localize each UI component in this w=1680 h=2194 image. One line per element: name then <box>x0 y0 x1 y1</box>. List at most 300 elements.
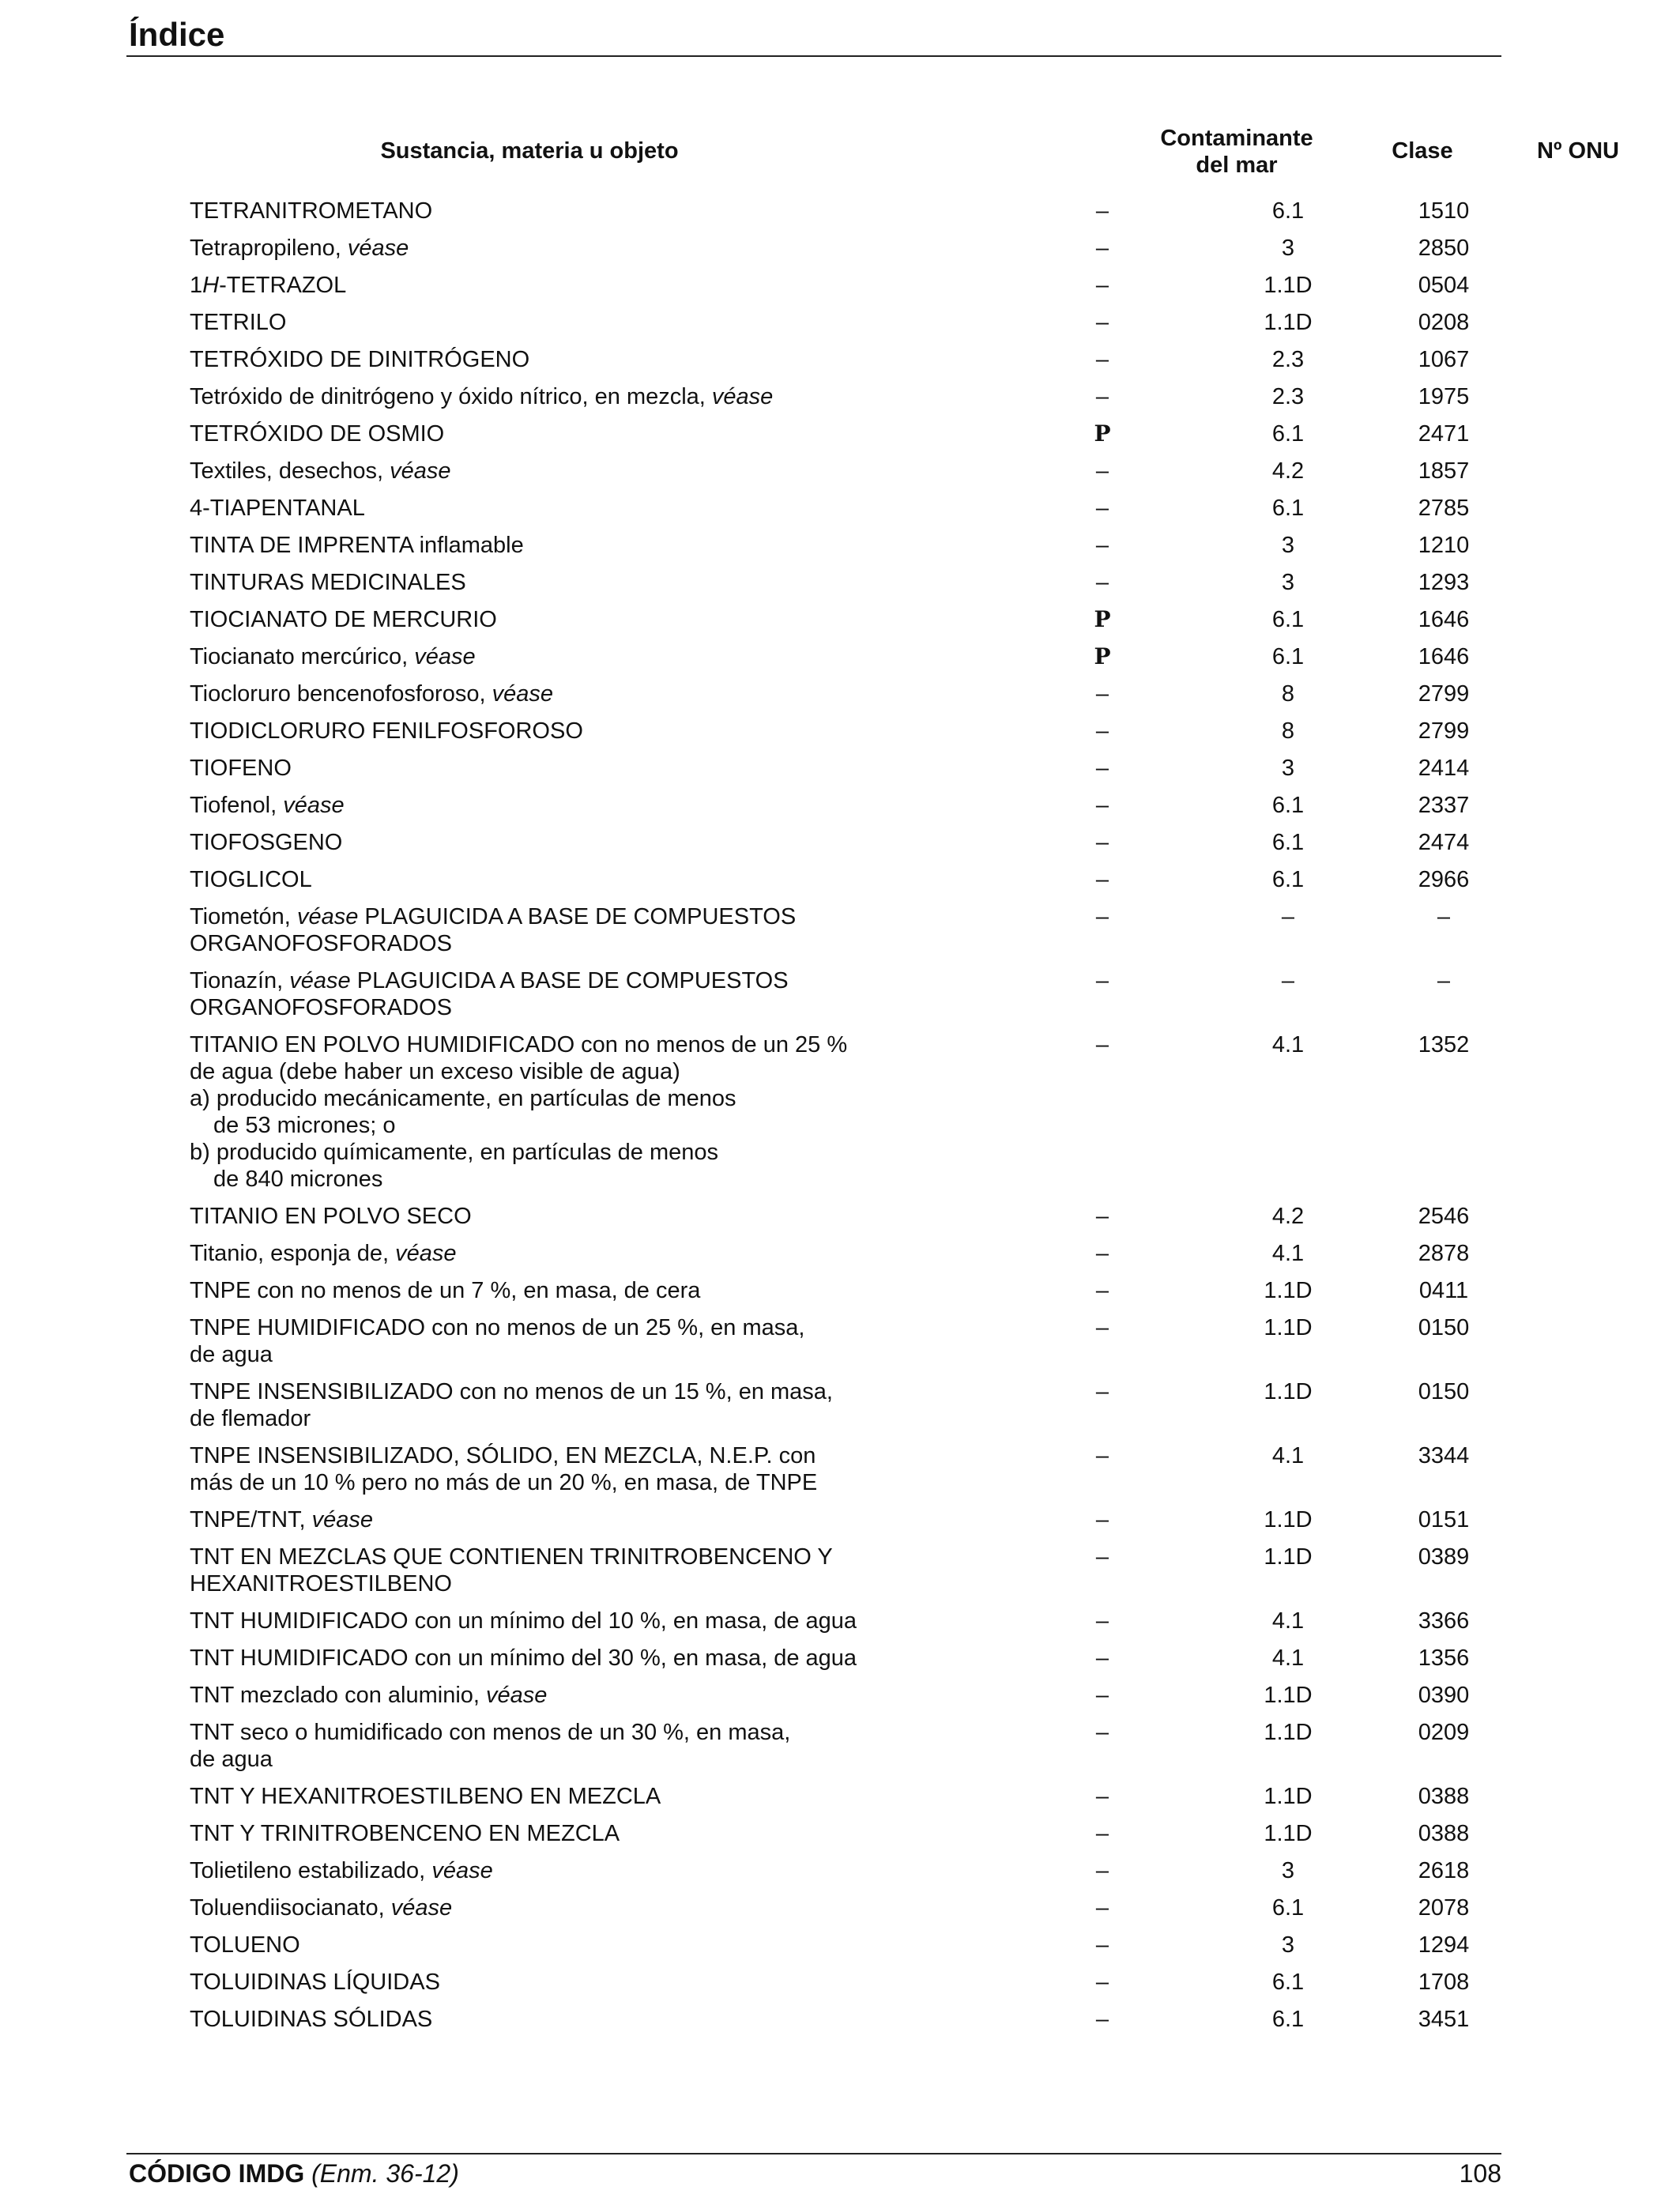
table-body <box>190 198 1501 2033</box>
marine-pollutant-cell: – <box>1095 718 1109 744</box>
vease-reference: véase <box>414 644 476 669</box>
substance-line <box>190 1203 893 1230</box>
substance-line <box>190 1969 893 1996</box>
table-row <box>190 718 1501 745</box>
marine-pollutant-cell: – <box>1095 830 1109 855</box>
substance-text: TIODICLORURO FENILFOSFOROSO <box>190 718 583 744</box>
un-number-cell: 0411 <box>1418 1278 1469 1303</box>
un-number-cell: 1708 <box>1418 1970 1470 1995</box>
substance-text: ORGANOFOSFORADOS <box>190 995 452 1020</box>
un-number-cell: 1975 <box>1418 384 1470 409</box>
substance-text: TNPE HUMIDIFICADO con no menos de un 25 %, en masa, <box>190 1315 805 1340</box>
un-number-cell: – <box>1437 904 1451 929</box>
substance-name <box>190 1378 893 1432</box>
substance-name <box>190 272 893 299</box>
un-number-cell: 0389 <box>1418 1544 1470 1570</box>
substance-name <box>190 1719 893 1773</box>
vease-reference: véase <box>289 968 351 993</box>
substance-line <box>190 866 893 893</box>
table-row <box>190 1719 1501 1773</box>
substance-line <box>190 495 893 522</box>
table-row <box>190 1857 1501 1884</box>
table-row <box>190 495 1501 522</box>
substance-line <box>190 1405 893 1432</box>
substance-text: TNPE INSENSIBILIZADO, SÓLIDO, EN MEZCLA, N.E.P. con <box>190 1443 816 1468</box>
un-number-cell: 2414 <box>1418 756 1470 781</box>
un-number-cell: 2618 <box>1418 1858 1470 1883</box>
marine-pollutant-cell: – <box>1095 458 1109 484</box>
substance-text: TNT HUMIDIFICADO con un mínimo del 10 %, en masa, de agua <box>190 1608 857 1634</box>
table-row <box>190 1378 1501 1432</box>
substance-text: TITANIO EN POLVO HUMIDIFICADO con no menos de un 25 % <box>190 1032 848 1057</box>
substance-name <box>190 643 893 670</box>
column-header-pollutant-line2: del mar <box>1196 153 1278 178</box>
column-header-pollutant <box>1118 125 1355 179</box>
substance-name <box>190 569 893 596</box>
substance-text: ORGANOFOSFORADOS <box>190 931 452 956</box>
substance-name <box>190 829 893 856</box>
table-row <box>190 532 1501 559</box>
substance-text: más de un 10 % pero no más de un 20 %, en masa, de TNPE <box>190 1470 818 1495</box>
header-divider <box>126 55 1501 57</box>
substance-name <box>190 1277 893 1304</box>
substance-text: b) producido químicamente, en partículas de menos <box>190 1140 718 1165</box>
un-number-cell: 3366 <box>1418 1608 1470 1634</box>
table-row <box>190 198 1501 224</box>
substance-name <box>190 1932 893 1958</box>
class-cell: 4.2 <box>1271 458 1305 484</box>
substance-text: Tetrapropileno, <box>190 236 348 261</box>
marine-pollutant-cell: – <box>1095 1683 1109 1708</box>
substance-line <box>190 1277 893 1304</box>
un-number-cell: 2785 <box>1418 496 1470 521</box>
un-number-cell: 1210 <box>1418 533 1470 558</box>
un-number-cell: 0150 <box>1418 1379 1470 1404</box>
marine-pollutant-cell: – <box>1095 1204 1109 1229</box>
marine-pollutant-cell: – <box>1095 1241 1109 1266</box>
substance-line <box>190 1442 893 1469</box>
substance-text: TNPE/TNT, <box>190 1507 312 1532</box>
substance-name <box>190 1608 893 1634</box>
column-header-un-number: Nº ONU <box>1536 138 1620 164</box>
footer-code: CÓDIGO IMDG <box>129 2159 305 2188</box>
class-cell: 3 <box>1281 1858 1295 1883</box>
marine-pollutant-cell: – <box>1095 1379 1109 1404</box>
table-row <box>190 1031 1501 1193</box>
substance-name <box>190 1314 893 1368</box>
marine-pollutant-cell: P <box>1094 643 1111 669</box>
class-cell: 4.1 <box>1271 1443 1305 1468</box>
un-number-cell: 1067 <box>1418 347 1470 372</box>
class-cell: 6.1 <box>1271 198 1305 224</box>
un-number-cell: 2471 <box>1418 421 1470 447</box>
substance-name <box>190 792 893 819</box>
substance-line <box>213 1112 893 1139</box>
table-row <box>190 569 1501 596</box>
class-cell: 3 <box>1281 236 1295 261</box>
substance-text: PLAGUICIDA A BASE DE COMPUESTOS <box>358 904 797 929</box>
un-number-cell: 0209 <box>1418 1720 1470 1745</box>
substance-name <box>190 866 893 893</box>
substance-text: TOLUIDINAS SÓLIDAS <box>190 2007 433 2032</box>
marine-pollutant-cell: – <box>1095 1544 1109 1570</box>
substance-text: Tiofenol, <box>190 793 284 818</box>
substance-line <box>190 994 893 1021</box>
substance-text: Textiles, desechos, <box>190 458 390 484</box>
substance-line <box>190 1085 893 1112</box>
substance-name <box>190 1894 893 1921</box>
substance-text: de agua <box>190 1342 273 1367</box>
class-cell: 2.3 <box>1271 384 1305 409</box>
marine-pollutant-cell: – <box>1095 384 1109 409</box>
marine-pollutant-cell: P <box>1094 606 1111 632</box>
table-header <box>190 119 1620 198</box>
marine-pollutant-cell: – <box>1095 1032 1109 1057</box>
marine-pollutant-cell: – <box>1095 1443 1109 1468</box>
class-cell: 1.1D <box>1264 1379 1313 1404</box>
footer-amendment: (Enm. 36-12) <box>311 2159 459 2188</box>
marine-pollutant-cell: – <box>1095 310 1109 335</box>
marine-pollutant-cell: – <box>1095 570 1109 595</box>
substance-text: TINTURAS MEDICINALES <box>190 570 466 595</box>
footer-divider <box>126 2153 1501 2154</box>
substance-line <box>190 1544 893 1570</box>
substance-name <box>190 1969 893 1996</box>
substance-name <box>190 1506 893 1533</box>
marine-pollutant-cell: – <box>1095 273 1109 298</box>
substance-name <box>190 1544 893 1597</box>
marine-pollutant-cell: – <box>1095 867 1109 892</box>
substance-text: TITANIO EN POLVO SECO <box>190 1204 472 1229</box>
vease-reference: véase <box>311 1507 374 1532</box>
substance-text: Tiometón, <box>190 904 297 929</box>
vease-reference: véase <box>711 384 774 409</box>
class-cell: 3 <box>1281 1932 1295 1958</box>
marine-pollutant-cell: – <box>1095 1720 1109 1745</box>
table-row <box>190 1783 1501 1810</box>
un-number-cell: 2799 <box>1418 681 1470 707</box>
table-row <box>190 829 1501 856</box>
un-number-cell: 3344 <box>1418 1443 1470 1468</box>
substance-line <box>190 1857 893 1884</box>
table-row <box>190 235 1501 262</box>
marine-pollutant-cell: P <box>1094 420 1111 447</box>
class-cell: 6.1 <box>1271 1970 1305 1995</box>
substance-name <box>190 1442 893 1496</box>
substance-text: TNT seco o humidificado con menos de un 30 %, en masa, <box>190 1720 791 1745</box>
substance-name <box>190 755 893 782</box>
substance-text: HEXANITROESTILBENO <box>190 1571 452 1596</box>
table-row <box>190 1820 1501 1847</box>
substance-name <box>190 1645 893 1672</box>
substance-text: TIOCIANATO DE MERCURIO <box>190 607 497 632</box>
substance-line <box>190 1820 893 1847</box>
class-cell: 6.1 <box>1271 830 1305 855</box>
un-number-cell: 2966 <box>1418 867 1470 892</box>
class-cell: 3 <box>1281 533 1295 558</box>
un-number-cell: 1646 <box>1418 607 1470 632</box>
substance-text: de agua <box>190 1747 273 1772</box>
table-row <box>190 1544 1501 1597</box>
substance-name <box>190 1783 893 1810</box>
un-number-cell: – <box>1437 968 1451 993</box>
substance-name <box>190 1240 893 1267</box>
substance-name <box>190 532 893 559</box>
class-cell: 6.1 <box>1271 1895 1305 1921</box>
marine-pollutant-cell: – <box>1095 968 1109 993</box>
substance-line <box>213 1166 893 1193</box>
class-cell: 1.1D <box>1264 1683 1313 1708</box>
substance-text: PLAGUICIDA A BASE DE COMPUESTOS <box>350 968 789 993</box>
table-row <box>190 309 1501 336</box>
table-row <box>190 1203 1501 1230</box>
substance-text: de agua (debe haber un exceso visible de agua) <box>190 1059 680 1084</box>
substance-text: TNT Y TRINITROBENCENO EN MEZCLA <box>190 1821 620 1846</box>
vease-reference: véase <box>390 458 451 484</box>
marine-pollutant-cell: – <box>1095 198 1109 224</box>
substance-text: TOLUENO <box>190 1932 300 1958</box>
marine-pollutant-cell: – <box>1095 1507 1109 1532</box>
substance-line <box>190 309 893 336</box>
substance-line <box>190 1031 893 1058</box>
substance-text: 1 <box>190 273 203 298</box>
substance-line <box>190 792 893 819</box>
marine-pollutant-cell: – <box>1095 1821 1109 1846</box>
substance-line <box>190 930 893 957</box>
un-number-cell: 0388 <box>1418 1784 1470 1809</box>
un-number-cell: 1857 <box>1418 458 1470 484</box>
substance-line <box>190 1570 893 1597</box>
substance-line <box>190 272 893 299</box>
substance-line <box>190 755 893 782</box>
substance-line <box>190 680 893 707</box>
page-title: Índice <box>129 16 225 53</box>
substance-text: 4-TIAPENTANAL <box>190 496 365 521</box>
table-row <box>190 967 1501 1021</box>
substance-line <box>190 606 893 633</box>
un-number-cell: 0388 <box>1418 1821 1470 1846</box>
substance-line <box>190 1139 893 1166</box>
table-row <box>190 606 1501 633</box>
vease-reference: véase <box>395 1241 457 1266</box>
un-number-cell: 3451 <box>1418 2007 1470 2032</box>
substance-name <box>190 198 893 224</box>
substance-text: Tionazín, <box>190 968 290 993</box>
marine-pollutant-cell: – <box>1095 1646 1109 1671</box>
substance-text: Titanio, esponja de, <box>190 1241 396 1266</box>
substance-line <box>190 2006 893 2033</box>
vease-reference: véase <box>486 1683 548 1708</box>
substance-name <box>190 346 893 373</box>
page-number: 108 <box>1459 2159 1501 2188</box>
table-row <box>190 1894 1501 1921</box>
vease-reference: H <box>202 273 220 298</box>
vease-reference: véase <box>390 1895 453 1921</box>
substance-line <box>190 458 893 484</box>
class-cell: 1.1D <box>1264 310 1313 335</box>
substance-text: TIOGLICOL <box>190 867 312 892</box>
column-header-substance: Sustancia, materia u objeto <box>380 138 679 164</box>
substance-name <box>190 1682 893 1709</box>
marine-pollutant-cell: – <box>1095 1858 1109 1883</box>
substance-text: de flemador <box>190 1406 311 1431</box>
substance-line <box>190 967 893 994</box>
marine-pollutant-cell: – <box>1095 1970 1109 1995</box>
table-row <box>190 383 1501 410</box>
table-row <box>190 680 1501 707</box>
substance-line <box>190 1645 893 1672</box>
footer-publication <box>129 2156 459 2191</box>
substance-line <box>190 1894 893 1921</box>
substance-name <box>190 718 893 745</box>
marine-pollutant-cell: – <box>1095 793 1109 818</box>
substance-text: de 840 micrones <box>213 1167 383 1192</box>
un-number-cell: 1646 <box>1418 644 1470 669</box>
class-cell: 4.2 <box>1271 1204 1305 1229</box>
vease-reference: véase <box>283 793 345 818</box>
marine-pollutant-cell: – <box>1095 1608 1109 1634</box>
un-number-cell: 2474 <box>1418 830 1470 855</box>
table-row <box>190 755 1501 782</box>
marine-pollutant-cell: – <box>1095 496 1109 521</box>
un-number-cell: 0390 <box>1418 1683 1470 1708</box>
marine-pollutant-cell: – <box>1095 347 1109 372</box>
marine-pollutant-cell: – <box>1095 756 1109 781</box>
substance-line <box>190 903 893 930</box>
substance-line <box>190 1506 893 1533</box>
class-cell: 4.1 <box>1271 1241 1305 1266</box>
marine-pollutant-cell: – <box>1095 533 1109 558</box>
table-row <box>190 2006 1501 2033</box>
substance-text: a) producido mecánicamente, en partículas de menos <box>190 1086 736 1111</box>
class-cell: 3 <box>1281 570 1295 595</box>
marine-pollutant-cell: – <box>1095 904 1109 929</box>
substance-text: TNT Y HEXANITROESTILBENO EN MEZCLA <box>190 1784 661 1809</box>
class-cell: 6.1 <box>1271 867 1305 892</box>
substance-text: TNT mezclado con aluminio, <box>190 1683 487 1708</box>
substance-text: TINTA DE IMPRENTA inflamable <box>190 533 524 558</box>
class-cell: 8 <box>1281 681 1295 707</box>
un-number-cell: 2546 <box>1418 1204 1470 1229</box>
marine-pollutant-cell: – <box>1095 681 1109 707</box>
class-cell: 1.1D <box>1264 1315 1313 1340</box>
class-cell: 2.3 <box>1271 347 1305 372</box>
substance-line <box>190 1719 893 1746</box>
table-row <box>190 1608 1501 1634</box>
table-row <box>190 458 1501 484</box>
substance-line <box>190 829 893 856</box>
class-cell: 4.1 <box>1271 1608 1305 1634</box>
table-row <box>190 272 1501 299</box>
un-number-cell: 0208 <box>1418 310 1470 335</box>
substance-line <box>190 1058 893 1085</box>
class-cell: 1.1D <box>1264 273 1313 298</box>
substance-text: Tolietileno estabilizado, <box>190 1858 432 1883</box>
class-cell: 1.1D <box>1264 1544 1313 1570</box>
substance-line <box>190 1469 893 1496</box>
marine-pollutant-cell: – <box>1095 236 1109 261</box>
substance-text: Tetróxido de dinitrógeno y óxido nítrico, en mezcla, <box>190 384 712 409</box>
substance-text: TOLUIDINAS LÍQUIDAS <box>190 1970 440 1995</box>
un-number-cell: 1510 <box>1418 198 1470 224</box>
un-number-cell: 0504 <box>1418 273 1470 298</box>
substance-name <box>190 680 893 707</box>
substance-text: Tiocianato mercúrico, <box>190 644 415 669</box>
un-number-cell: 2850 <box>1418 236 1470 261</box>
substance-line <box>190 198 893 224</box>
substance-name <box>190 495 893 522</box>
marine-pollutant-cell: – <box>1095 1315 1109 1340</box>
table-row <box>190 1932 1501 1958</box>
class-cell: 6.1 <box>1271 2007 1305 2032</box>
class-cell: 6.1 <box>1271 607 1305 632</box>
class-cell: 4.1 <box>1271 1646 1305 1671</box>
marine-pollutant-cell: – <box>1095 2007 1109 2032</box>
substance-line <box>190 532 893 559</box>
un-number-cell: 2337 <box>1418 793 1470 818</box>
table-row <box>190 346 1501 373</box>
substance-name <box>190 383 893 410</box>
index-table <box>190 119 1620 2043</box>
substance-text: TIOFENO <box>190 756 292 781</box>
substance-name <box>190 420 893 447</box>
substance-line <box>190 1682 893 1709</box>
substance-name <box>190 2006 893 2033</box>
substance-name <box>190 235 893 262</box>
substance-text: TETRILO <box>190 310 287 335</box>
class-cell: 3 <box>1281 756 1295 781</box>
table-row <box>190 420 1501 447</box>
substance-name <box>190 606 893 633</box>
table-row <box>190 1506 1501 1533</box>
marine-pollutant-cell: – <box>1095 1895 1109 1921</box>
substance-text: TETRÓXIDO DE OSMIO <box>190 421 445 447</box>
un-number-cell: 1293 <box>1418 570 1470 595</box>
class-cell: 1.1D <box>1264 1278 1313 1303</box>
table-row <box>190 1645 1501 1672</box>
class-cell: 6.1 <box>1271 496 1305 521</box>
substance-text: TNT HUMIDIFICADO con un mínimo del 30 %, en masa, de agua <box>190 1646 857 1671</box>
substance-line <box>190 569 893 596</box>
table-row <box>190 903 1501 957</box>
un-number-cell: 2878 <box>1418 1241 1470 1266</box>
table-row <box>190 1682 1501 1709</box>
substance-name <box>190 309 893 336</box>
table-row <box>190 1969 1501 1996</box>
un-number-cell: 2078 <box>1418 1895 1470 1921</box>
class-cell: 1.1D <box>1264 1720 1313 1745</box>
substance-line <box>190 346 893 373</box>
un-number-cell: 1294 <box>1418 1932 1470 1958</box>
marine-pollutant-cell: – <box>1095 1278 1109 1303</box>
substance-text: TETRANITROMETANO <box>190 198 433 224</box>
substance-line <box>190 1783 893 1810</box>
substance-line <box>190 420 893 447</box>
substance-line <box>190 1341 893 1368</box>
class-cell: 8 <box>1281 718 1295 744</box>
substance-line <box>190 1378 893 1405</box>
substance-line <box>190 718 893 745</box>
un-number-cell: 1356 <box>1418 1646 1470 1671</box>
class-cell: 6.1 <box>1271 644 1305 669</box>
substance-line <box>190 1746 893 1773</box>
substance-name <box>190 1031 893 1193</box>
vease-reference: véase <box>431 1858 493 1883</box>
vease-reference: véase <box>296 904 359 929</box>
substance-text: TETRÓXIDO DE DINITRÓGENO <box>190 347 530 372</box>
substance-text: TIOFOSGENO <box>190 830 343 855</box>
substance-text: -TETRAZOL <box>219 273 347 298</box>
